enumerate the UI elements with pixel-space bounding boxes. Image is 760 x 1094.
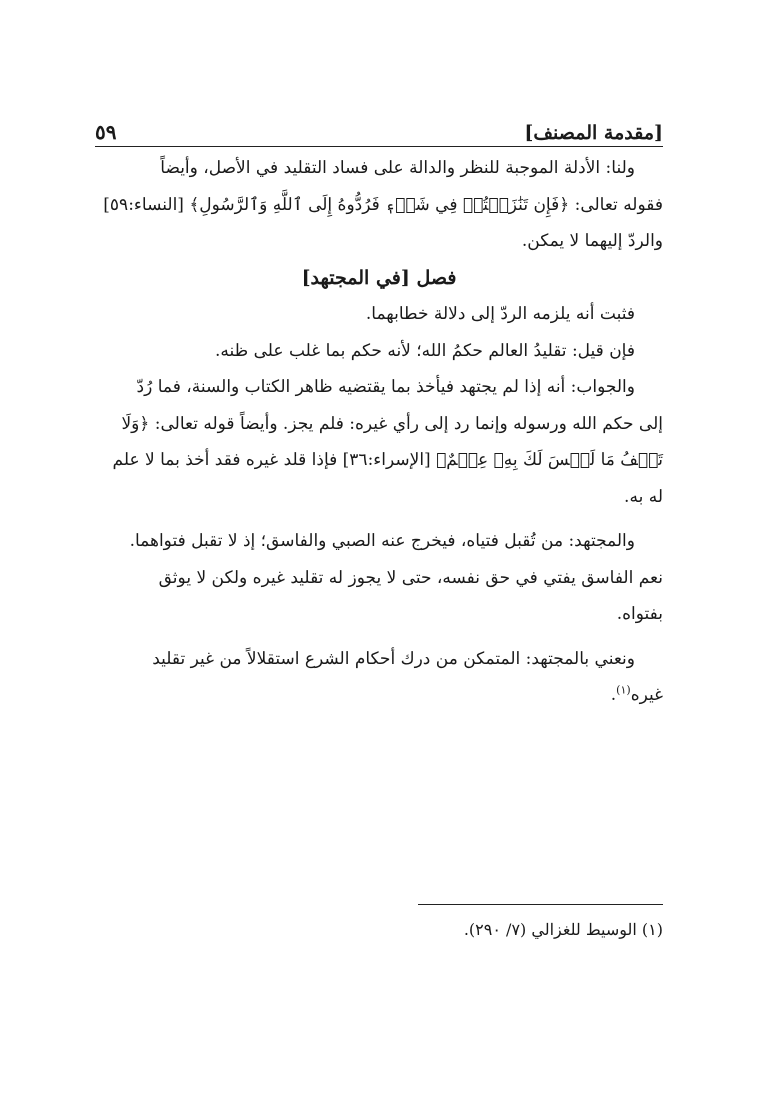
paragraph-line: ونعني بالمجتهد: المتمكن من درك أحكام الشرع استقلالاً من غير تقليد <box>152 648 635 669</box>
paragraph-line: والجواب: أنه إذا لم يجتهد فيأخذ بما يقتضيه ظاهر الكتاب والسنة، فما رُدّ <box>136 377 635 397</box>
paragraph-line: فإن قيل: تقليدُ العالم حكمُ الله؛ لأنه حكم بما غلب على ظنه. <box>215 340 635 361</box>
paragraph-line: له به. <box>624 486 663 507</box>
paragraph-line: فقوله تعالى: ﴿فَإِن تَنَٰزَعۡتُمۡ فِي شَيۡءٖ فَرُدُّوهُ إِلَى ٱللَّهِ وَٱلرَّسُولِ﴾ [النساء:٥٩] <box>103 194 663 215</box>
paragraph-line: فثبت أنه يلزمه الردّ إلى دلالة خطابهما. <box>365 304 635 324</box>
paragraph-line: إلى حكم الله ورسوله وإنما رد إلى رأي غيره: فلم يجز. وأيضاً قوله تعالى: ﴿وَلَا <box>121 413 663 434</box>
paragraph-text: غيره <box>630 685 663 705</box>
main-text <box>95 150 663 714</box>
paragraph-line: نعم الفاسق يفتي في حق نفسه، حتى لا يجوز له تقليد غيره ولكن لا يوثق <box>158 567 663 588</box>
sentence-end: . <box>610 685 617 705</box>
paragraph-line: والمجتهد: من تُقبل فتياه، فيخرج عنه الصبي والفاسق؛ إذ لا تقبل فتواهما. <box>129 531 635 551</box>
paragraph-line: والردّ إليهما لا يمكن. <box>521 231 663 251</box>
paragraph-line: تَقۡفُ مَا لَيۡسَ لَكَ بِهِۦ عِلۡمٌ﴾ [الإسراء:٣٦] فإذا قلد غيره فقد أخذ بما لا علم <box>112 450 663 470</box>
page-number: ٥٩ <box>95 120 117 144</box>
section-heading: فصل [في المجتهد] <box>301 266 457 289</box>
page-header <box>95 108 663 147</box>
footnote: (١) الوسيط للغزالي (٧/ ٢٩٠). <box>463 920 663 939</box>
running-head: [مقدمة المصنف] <box>524 122 663 144</box>
footnote-divider <box>418 904 663 905</box>
footnote-marker: (١) <box>616 683 631 697</box>
paragraph-line <box>95 677 663 714</box>
paragraph-line: بفتواه. <box>616 604 663 624</box>
paragraph-line: ولنا: الأدلة الموجبة للنظر والدالة على فساد التقليد في الأصل، وأيضاً <box>160 158 635 178</box>
